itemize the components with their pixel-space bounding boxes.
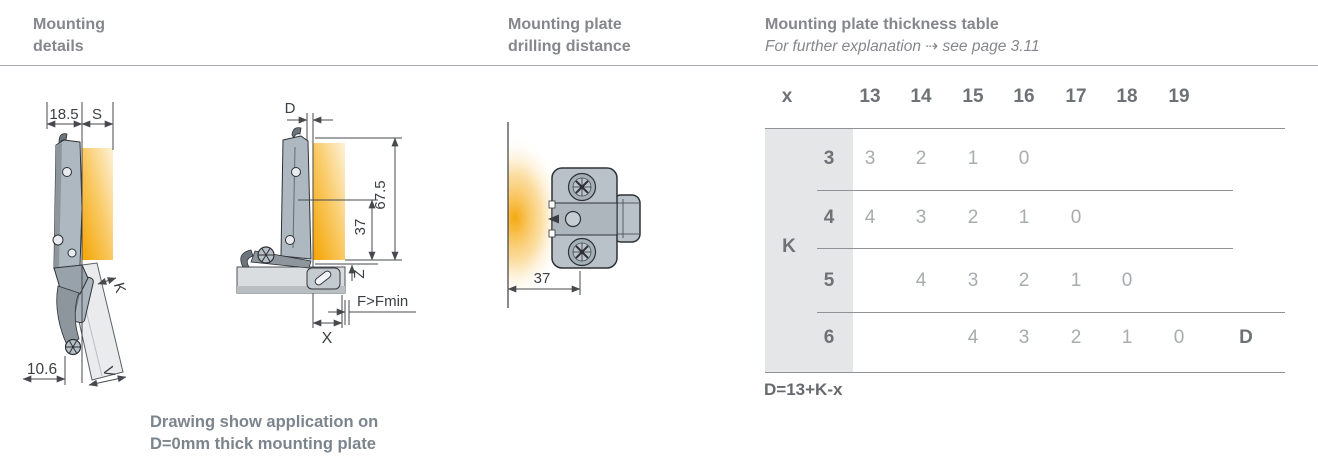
row-label-4: 4: [823, 207, 835, 228]
side-panel-orange: [82, 148, 113, 260]
dim-37-label: 37: [533, 270, 551, 287]
col-header-15: 15: [962, 86, 984, 107]
row-label-5: 5: [823, 270, 835, 291]
cell-k5-x14: 4: [915, 270, 927, 291]
cell-k3-x15: 1: [967, 148, 979, 169]
dim-f-label: F>Fmin: [357, 293, 409, 310]
screw-hole: [53, 235, 63, 245]
k-axis-label: K: [782, 236, 796, 257]
mounting-details-drawing: [20, 88, 210, 400]
cell-k5-x18: 0: [1121, 270, 1133, 291]
col-header-18: 18: [1116, 86, 1138, 107]
dim-18-5-label: 18.5: [49, 106, 79, 123]
dim-x-label: X: [321, 330, 333, 347]
header-title: Mounting plate thickness table: [765, 16, 999, 33]
section-drawing: [235, 85, 440, 355]
header-drilling-distance: [508, 14, 631, 57]
cell-k6-x18: 1: [1121, 327, 1133, 348]
center-hole: [566, 212, 581, 227]
table-rule: [817, 190, 1233, 191]
cell-k4-x17: 0: [1070, 207, 1082, 228]
cell-k5-x15: 3: [967, 270, 979, 291]
col-header-14: 14: [910, 86, 932, 107]
screw-bottom: [569, 239, 596, 266]
dim-10-6-label: 10.6: [26, 361, 58, 378]
table-rule: [817, 312, 1285, 313]
header-line: drilling distance: [508, 37, 631, 55]
screw-hole: [292, 168, 301, 177]
cell-k4-x13: 4: [864, 207, 876, 228]
cell-k4-x14: 3: [915, 207, 927, 228]
header-line: Mounting: [33, 16, 105, 33]
col-header-16: 16: [1013, 86, 1035, 107]
mounting-plate-drawing: [495, 115, 660, 315]
pivot-boss: [258, 247, 274, 263]
col-header-13: 13: [859, 86, 881, 107]
cell-k3-x14: 2: [915, 148, 927, 169]
row-label-6: 6: [823, 327, 835, 348]
bottom-panel: [237, 267, 345, 293]
screw-top: [569, 174, 596, 201]
header-line: Mounting plate: [508, 16, 622, 33]
k-column-band: [765, 128, 853, 372]
hinge-arm: [241, 128, 311, 268]
door-orange: [314, 143, 346, 260]
mounting-plate: [548, 168, 640, 268]
table-corner-label: x: [781, 86, 793, 107]
cell-k4-x15: 2: [967, 207, 979, 228]
pivot-boss: [66, 340, 81, 355]
col-header-17: 17: [1065, 86, 1087, 107]
table-rule: [817, 248, 1233, 249]
top-divider: [0, 65, 1318, 66]
col-header-19: 19: [1168, 86, 1190, 107]
screw-hole: [286, 236, 295, 245]
header-line: details: [33, 37, 84, 55]
cell-k3-x13: 3: [864, 148, 876, 169]
caption-line: Drawing show application on: [150, 413, 379, 431]
cell-k6-x15: 4: [967, 327, 979, 348]
screw-hole: [63, 168, 72, 177]
caption-line: D=0mm thick mounting plate: [150, 435, 376, 453]
dim-d-label: D: [284, 100, 296, 117]
cell-k4-x16: 1: [1018, 207, 1030, 228]
d-result-label: D: [1239, 327, 1253, 348]
cell-k3-x16: 0: [1018, 148, 1030, 169]
dim-67-5-label: 67.5: [372, 180, 389, 210]
cell-k6-x16: 3: [1018, 327, 1030, 348]
dim-v-label: V: [98, 364, 118, 379]
table-rule: [765, 128, 1285, 129]
cell-k5-x16: 2: [1018, 270, 1030, 291]
drawing-caption: [150, 411, 378, 455]
cell-k5-x17: 1: [1070, 270, 1082, 291]
dim-z-label: Z: [351, 269, 368, 279]
dim-s-label: S: [91, 106, 103, 123]
screw-hole: [68, 249, 76, 257]
cell-k6-x17: 2: [1070, 327, 1082, 348]
header-thickness-table: [765, 14, 1040, 57]
formula-text: D=13+K-x: [764, 380, 843, 399]
header-mounting-details: [33, 14, 105, 57]
row-label-3: 3: [823, 148, 835, 169]
header-subtitle: For further explanation ⇢ see page 3.11: [765, 37, 1040, 55]
cell-k6-x19: 0: [1173, 327, 1185, 348]
dim-37-label: 37: [352, 218, 369, 236]
table-rule: [765, 372, 1285, 373]
dim-k-label: K: [109, 280, 129, 295]
